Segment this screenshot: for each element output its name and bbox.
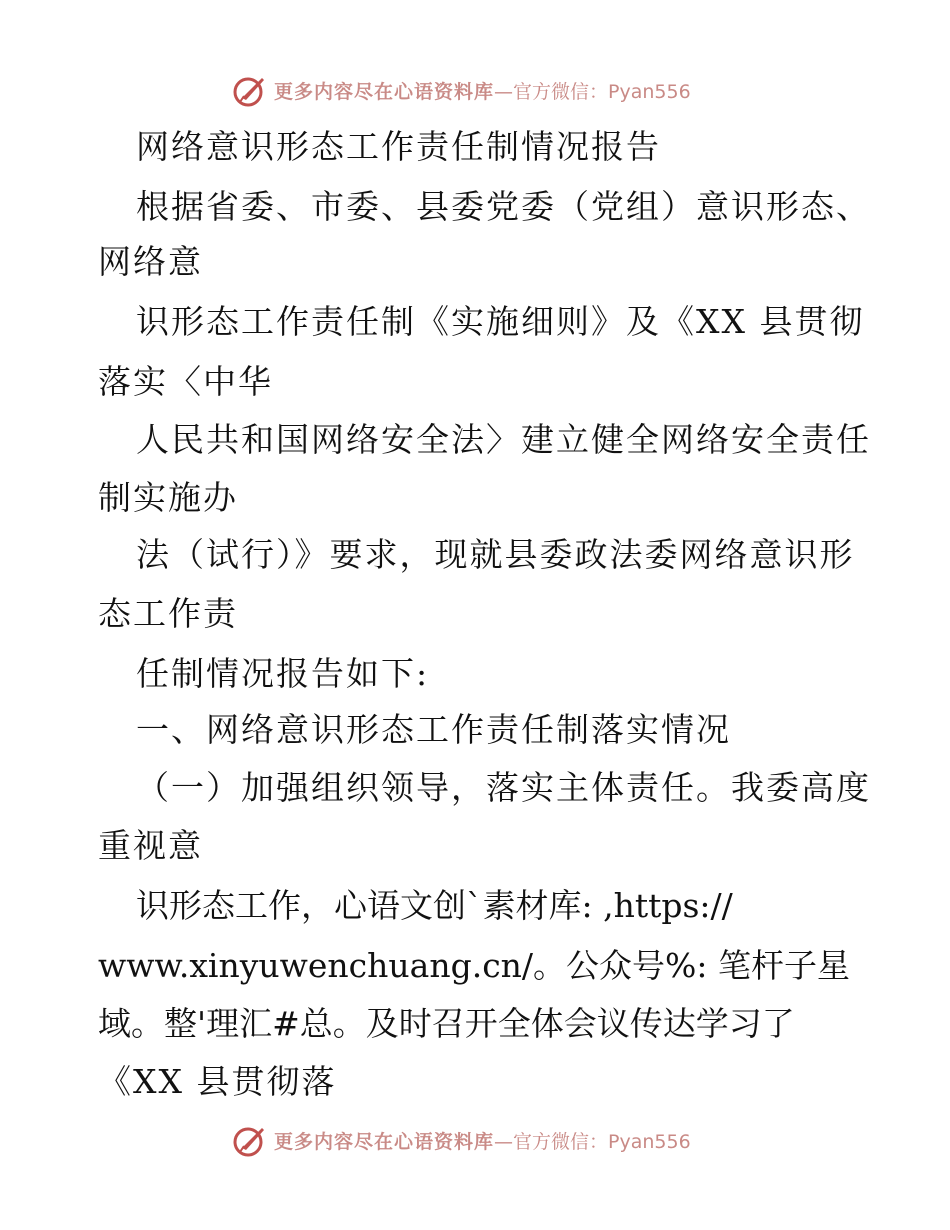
paragraph-line: 识形态工作，心语文创`素材库: ,https:// — [136, 886, 733, 925]
paragraph-line: 域。整'理汇#总。及时召开全体会议传达学习了 — [98, 1004, 795, 1043]
paragraph-line: 网络意 — [98, 242, 203, 281]
header-watermark — [232, 70, 691, 110]
paragraph-line: 识形态工作责任制《实施细则》及《XX 县贯彻 — [136, 302, 865, 341]
paragraph-line: 人民共和国网络安全法〉建立健全网络安全责任 — [136, 420, 871, 459]
footer-watermark — [232, 1120, 691, 1160]
paragraph-line: 法（试行）》要求，现就县委政法委网络意识形 — [136, 535, 855, 574]
quill-pen-logo-icon — [232, 72, 268, 108]
paragraph-line: 任制情况报告如下: — [136, 654, 430, 693]
paragraph-line: 态工作责 — [98, 594, 238, 633]
document-title: 网络意识形态工作责任制情况报告 — [136, 127, 661, 166]
section-heading: 一、网络意识形态工作责任制落实情况 — [136, 710, 731, 749]
quill-pen-logo-icon — [232, 1122, 268, 1158]
paragraph-line: 根据省委、市委、县委党委（党组）意识形态、 — [136, 187, 871, 226]
watermark-wechat-text: —官方微信：Pyan556 — [494, 80, 691, 103]
paragraph-line: 落实〈中华 — [98, 362, 273, 401]
watermark-main-text: 更多内容尽在心语资料库 — [274, 80, 495, 103]
paragraph-line: 制实施办 — [98, 478, 238, 517]
watermark-wechat-text: —官方微信：Pyan556 — [494, 1130, 691, 1153]
watermark-main-text: 更多内容尽在心语资料库 — [274, 1130, 495, 1153]
paragraph-line: 《XX 县贯彻落 — [98, 1062, 337, 1101]
paragraph-line: （一）加强组织领导，落实主体责任。我委高度 — [136, 768, 871, 807]
paragraph-line: www.xinyuwenchuang.cn/。公众号%: 笔杆子星 — [98, 946, 851, 985]
paragraph-line: 重视意 — [98, 826, 203, 865]
